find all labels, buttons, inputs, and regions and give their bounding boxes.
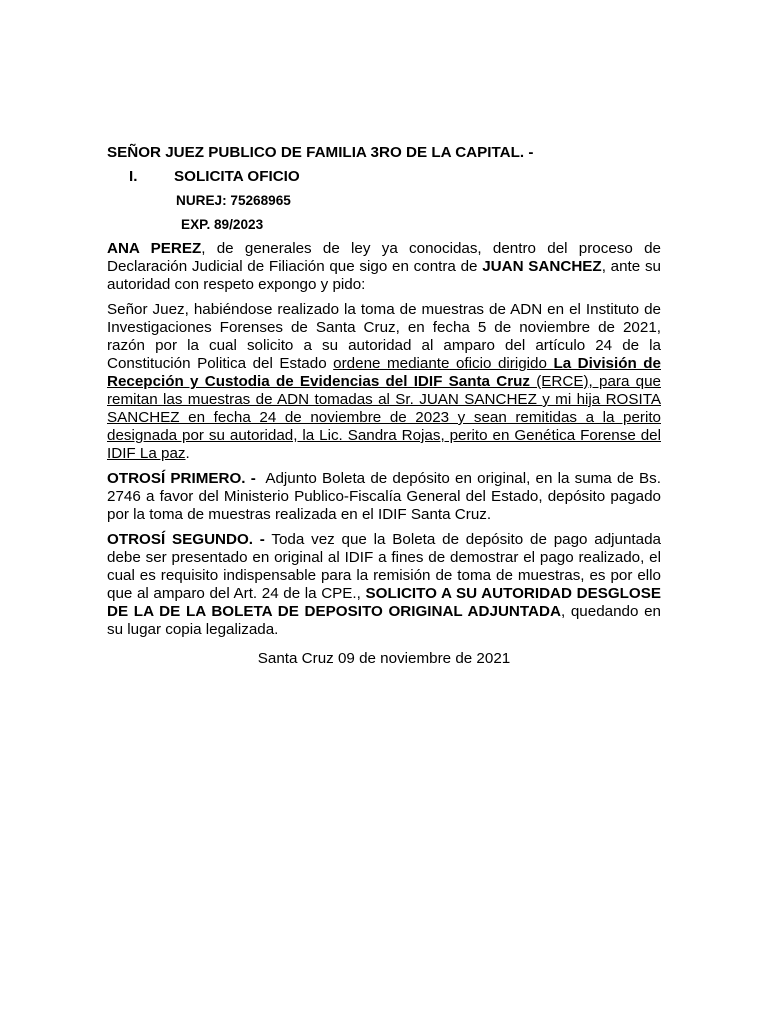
otrosi-segundo-request: SOLICITO A SU AUTORIDAD DESGLOSE DE LA DE LA BOLETA DE DEPOSITO ORIGINAL ADJUNTADA xyxy=(107,585,661,620)
otrosi-primero-paragraph xyxy=(107,470,666,524)
defendant-name: JUAN SANCHEZ xyxy=(482,258,602,275)
request-text-1: Señor Juez, habiéndose realizado la toma de muestras de ADN en el Instituto de Investigaciones Forenses de Santa Cruz, en fecha 5 de noviembre de 2021, razón por la cual solicito a su autoridad al amparo del artículo 24 de la Constitución Politica del Estado xyxy=(107,301,661,372)
request-paragraph xyxy=(107,301,661,463)
document-body xyxy=(107,144,666,668)
intro-text-1: , de generales de ley ya conocidas, dentro del proceso de Declaración Judicial de Filiación que sigo en contra de xyxy=(107,240,661,275)
otrosi-segundo-text-1: Toda vez que la Boleta de depósito de pago adjuntada debe ser presentado en original al IDIF a fines de demostrar el pago realizado, el cual es requisito indispensable para la remisión de toma de muestras, es por ello que al amparo del Art. 24 de la CPE., xyxy=(107,531,661,602)
intro-text-2: , ante su autoridad con respeto expongo y pido: xyxy=(107,258,661,293)
nurej-reference: NUREJ: 75268965 xyxy=(176,193,291,208)
exp-reference: EXP. 89/2023 xyxy=(181,217,264,232)
otrosi-segundo-label: OTROSÍ SEGUNDO. - xyxy=(107,531,265,548)
section-label: SOLICITA OFICIO xyxy=(174,168,300,185)
request-end: . xyxy=(185,445,190,462)
otrosi-primero-label: OTROSÍ PRIMERO. - xyxy=(107,470,256,487)
plaintiff-name: ANA PEREZ xyxy=(107,240,202,257)
request-underlined-2: (ERCE), para que remitan las muestras de ADN tomadas al Sr. JUAN SANCHEZ y mi hija ROSITA SANCHEZ en fecha 24 de noviembre de 2023 y sean remitidas a la perito designada por su autoridad, la Lic. Sandra Rojas, perito en Genética Forense del IDIF La paz xyxy=(107,373,661,462)
court-heading: SEÑOR JUEZ PUBLICO DE FAMILIA 3RO DE LA CAPITAL. - xyxy=(107,144,534,161)
otrosi-segundo-paragraph xyxy=(107,531,661,639)
section-number: I. xyxy=(129,168,138,185)
document-date: Santa Cruz 09 de noviembre de 2021 xyxy=(257,650,511,667)
section-title xyxy=(107,168,661,186)
division-name-bold: La División de Recepción y Custodia de Evidencias del IDIF Santa Cruz xyxy=(107,355,661,390)
otrosi-primero-text: Adjunto Boleta de depósito en original, en la suma de Bs. 2746 a favor del Ministerio Publico-Fiscalía General del Estado, depósito pagado por la toma de muestras realizada en el IDIF Santa Cruz. xyxy=(107,470,666,523)
otrosi-segundo-text-2: , quedando en su lugar copia legalizada. xyxy=(107,603,662,638)
request-underlined-1: ordene mediante oficio dirigido xyxy=(333,355,554,372)
intro-paragraph xyxy=(107,240,661,294)
